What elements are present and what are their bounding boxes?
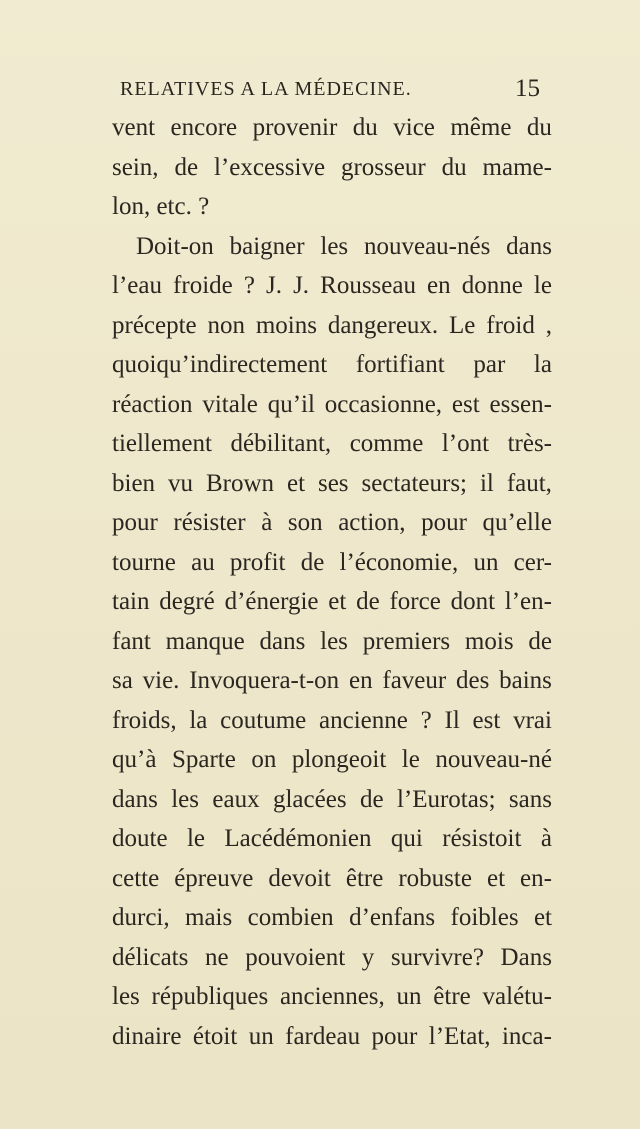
text-line: durci, mais combien d’enfans foibles et bbox=[112, 904, 552, 931]
text-line: sa vie. Invoquera-t-on en faveur des bains bbox=[112, 667, 552, 694]
text-line: tain degré d’énergie et de force dont l’en- bbox=[112, 588, 552, 615]
running-head: RELATIVES A LA MÉDECINE. bbox=[120, 78, 412, 100]
text-line: tourne au profit de l’économie, un cer- bbox=[112, 548, 552, 576]
text-line: bien vu Brown et ses sectateurs; il faut, bbox=[112, 469, 552, 497]
text-line: tiellement débilitant, comme l’ont très- bbox=[112, 430, 552, 457]
text-line: qu’à Sparte on plongeoit le nouveau-né bbox=[112, 746, 552, 773]
text-line: quoiqu’indirectement fortifiant par la bbox=[112, 351, 552, 378]
page-number: 15 bbox=[515, 75, 540, 102]
text-line: l’eau froide ? J. J. Rousseau en donne le bbox=[112, 272, 552, 299]
text-line: réaction vitale qu’il occasionne, est essen- bbox=[112, 390, 552, 418]
text-line: froids, la coutume ancienne ? Il est vrai bbox=[112, 706, 552, 734]
text-line: délicats ne pouvoient y survivre? Dans bbox=[112, 943, 552, 971]
text-line: doute le Lacédémonien qui résistoit à bbox=[112, 825, 552, 852]
text-line: sein, de l’excessive grosseur du mame- bbox=[112, 153, 552, 181]
text-line: vent encore provenir du vice même du bbox=[112, 114, 552, 141]
text-line: dans les eaux glacées de l’Eurotas; sans bbox=[112, 785, 552, 813]
text-line: lon, etc. ? bbox=[112, 193, 210, 220]
body-text bbox=[112, 108, 552, 1056]
text-line: fant manque dans les premiers mois de bbox=[112, 627, 552, 655]
text-line: Doit-on baigner les nouveau-nés dans bbox=[136, 232, 552, 260]
text-line: pour résister à son action, pour qu’elle bbox=[112, 509, 552, 536]
page-header bbox=[120, 75, 540, 108]
text-line: cette épreuve devoit être robuste et en- bbox=[112, 864, 552, 892]
text-line: les républiques anciennes, un être valétu- bbox=[112, 983, 552, 1010]
text-line: dinaire étoit un fardeau pour l’Etat, inca- bbox=[112, 1022, 552, 1050]
text-line: précepte non moins dangereux. Le froid , bbox=[112, 311, 552, 339]
